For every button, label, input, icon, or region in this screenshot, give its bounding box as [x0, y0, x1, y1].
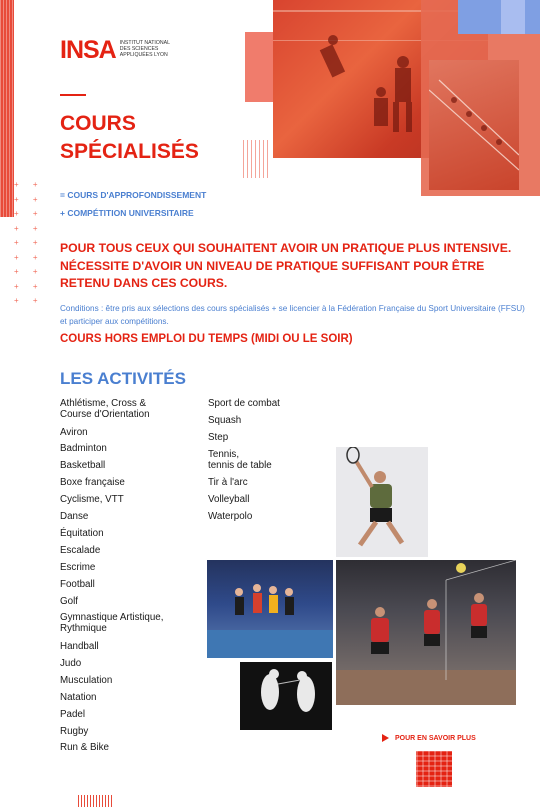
logo-subtitle: INSTITUT NATIONAL DES SCIENCES APPLIQUÉES LYON — [119, 40, 170, 58]
activity-item: Tir à l'arc — [208, 477, 248, 488]
volleyball-photo — [336, 560, 516, 705]
plus-grid-decor: + + + + + + + + + + + + + + + + + + — [14, 180, 44, 305]
activity-item: Step — [208, 432, 229, 443]
fencers-illustration — [240, 662, 332, 730]
activity-item: Football — [60, 579, 95, 590]
hero-collage — [243, 0, 540, 200]
intro-line-2: NÉCESSITE D'AVOIR UN NIVEAU DE PRATIQUE SUFFISANT POUR ÊTRE RETENU DANS CES COURS. — [60, 258, 485, 290]
activity-item: Cyclisme, VTT — [60, 494, 124, 505]
hero-block-blue-light — [501, 0, 525, 34]
activity-item: Padel — [60, 709, 86, 720]
activity-item: Natation — [60, 692, 97, 703]
activity-item: Musculation — [60, 675, 113, 686]
play-arrow-icon — [382, 734, 389, 742]
activity-item: Handball — [60, 641, 99, 652]
fencing-photo — [240, 662, 332, 730]
activity-item: Boxe française — [60, 477, 125, 488]
hours-text: COURS HORS EMPLOI DU TEMPS (MIDI OU LE SOIR) — [60, 333, 353, 345]
more-info-label: POUR EN SAVOIR PLUS — [395, 734, 476, 742]
intro-line-1: POUR TOUS CEUX QUI SOUHAITENT AVOIR UN PRATIQUE PLUS INTENSIVE. — [60, 241, 512, 255]
activity-item: Waterpolo — [208, 511, 253, 522]
activity-item: Escrime — [60, 562, 96, 573]
activities-title: LES ACTIVITÉS — [60, 369, 186, 388]
activity-item: Équitation — [60, 528, 104, 539]
activity-item: Golf — [60, 596, 78, 607]
athletics-photo — [207, 560, 333, 658]
activity-item: Badminton — [60, 443, 107, 454]
badminton-photo — [336, 447, 428, 557]
more-info-link[interactable] — [382, 734, 476, 742]
title-line-2: SPÉCIALISÉS — [60, 140, 199, 163]
title-dash — [60, 94, 86, 96]
subtitle-competition: + COMPÉTITION UNIVERSITAIRE — [60, 208, 194, 218]
insa-logo[interactable] — [60, 38, 172, 63]
page-title — [60, 110, 199, 166]
subtitle-approfondissement: = COURS D'APPROFONDISSEMENT — [60, 190, 207, 200]
hero-photo-rowing — [429, 60, 519, 190]
intro-text — [60, 240, 520, 293]
activity-item: Judo — [60, 658, 82, 669]
hero-block-blue — [458, 0, 540, 34]
activity-item: Escalade — [60, 545, 101, 556]
volleyball-illustration — [336, 560, 516, 705]
activity-item: Aviron — [60, 427, 88, 438]
activity-item: Sport de combat — [208, 398, 280, 409]
activity-item: Tennis, tennis de table — [208, 449, 272, 471]
activity-item: Volleyball — [208, 494, 250, 505]
hero-stripes — [243, 140, 271, 178]
activity-item: Run & Bike — [60, 742, 110, 753]
activity-item: Danse — [60, 511, 89, 522]
qr-code[interactable] — [416, 751, 452, 787]
conditions-text: Conditions : être pris aux sélections des cours spécialisés + se licencier à la Fédération Française du Sport Universitaire (FFSU) et participer aux compétitions. — [60, 304, 525, 326]
left-decor-lines — [0, 0, 14, 217]
bottom-stripes-decor — [78, 795, 114, 807]
badminton-player-illustration — [336, 447, 428, 557]
title-line-1: COURS — [60, 112, 136, 135]
activity-item: Athlétisme, Cross & Course d'Orientation — [60, 398, 150, 420]
activity-item: Basketball — [60, 460, 106, 471]
runners-illustration — [207, 560, 333, 658]
rowing-illustration — [429, 60, 519, 190]
activity-item: Gymnastique Artistique, Rythmique — [60, 612, 164, 634]
activity-item: Squash — [208, 415, 242, 426]
activity-item: Rugby — [60, 726, 89, 737]
logo-mark: INSA — [60, 36, 116, 64]
